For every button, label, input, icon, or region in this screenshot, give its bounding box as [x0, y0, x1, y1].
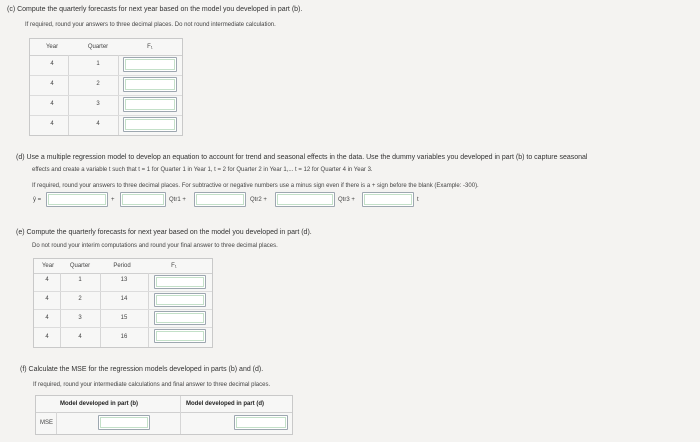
table-row-quarter: 2 — [96, 81, 100, 87]
table-row-quarter: 4 — [96, 121, 100, 127]
divider — [148, 273, 149, 347]
col-header-quarter: Quarter — [69, 263, 91, 269]
row-divider — [34, 309, 212, 310]
col-header-forecast: F₁ — [171, 263, 177, 269]
table-row-year: 4 — [45, 296, 49, 302]
t-coef-input[interactable] — [362, 192, 414, 207]
col-header-forecast: F₁ — [147, 44, 153, 50]
table-row-quarter: 3 — [96, 101, 100, 107]
col-header-year: Year — [41, 263, 55, 269]
part-c-table — [29, 38, 183, 136]
table-row-period: 15 — [120, 315, 128, 321]
forecast-input-q1[interactable] — [123, 57, 177, 72]
forecast-input-p13[interactable] — [154, 275, 206, 289]
table-row-year: 4 — [45, 277, 49, 283]
term-qtr3: Qtr3 + — [338, 197, 355, 203]
table-row-period: 16 — [120, 334, 128, 340]
row-divider — [34, 291, 212, 292]
part-e-title: (e) Compute the quarterly forecasts for next year based on the model you developed in part (d). — [16, 229, 312, 236]
row-divider — [34, 327, 212, 328]
forecast-input-p16[interactable] — [154, 329, 206, 343]
mse-input-model-b[interactable] — [98, 415, 150, 430]
part-c-instruction: If required, round your answers to three decimal places. Do not round intermediate calculation. — [25, 22, 276, 28]
qtr3-coef-input[interactable] — [275, 192, 335, 207]
part-c-title: (c) Compute the quarterly forecasts for next year based on the model you developed in part (b). — [7, 6, 303, 13]
part-d-line2: effects and create a variable t such that t = 1 for Quarter 1 in Year 1, t = 2 for Quarter 2 in Year 1,... t = 12 for Quarter 4 in Year 3. — [32, 167, 373, 173]
table-row-year: 4 — [50, 121, 54, 127]
row-divider — [30, 115, 182, 116]
table-row-quarter: 1 — [96, 61, 100, 67]
term-qtr2: Qtr2 + — [250, 197, 267, 203]
mse-input-model-d[interactable] — [234, 415, 288, 430]
term-qtr1: Qtr1 + — [169, 197, 186, 203]
table-row-period: 13 — [120, 277, 128, 283]
forecast-input-q3[interactable] — [123, 97, 177, 112]
table-row-period: 14 — [120, 296, 128, 302]
part-f-table — [35, 395, 293, 435]
forecast-input-q4[interactable] — [123, 117, 177, 132]
divider — [100, 273, 101, 347]
row-divider — [30, 75, 182, 76]
part-d-line1: (d) Use a multiple regression model to develop an equation to account for trend and seasonal effects in the data. Use the dummy variables you developed in part (b) to capture seasonal — [16, 154, 588, 161]
divider — [56, 412, 57, 434]
table-row-quarter: 4 — [78, 334, 82, 340]
part-f-title: (f) Calculate the MSE for the regression models developed in parts (b) and (d). — [20, 366, 264, 373]
col-header-model-d: Model developed in part (d) — [186, 401, 265, 407]
table-row-year: 4 — [50, 81, 54, 87]
qtr2-coef-input[interactable] — [194, 192, 246, 207]
col-header-year: Year — [45, 44, 59, 50]
forecast-input-p15[interactable] — [154, 311, 206, 325]
table-row-year: 4 — [45, 315, 49, 321]
table-row-year: 4 — [50, 61, 54, 67]
part-e-instruction: Do not round your interim computations and round your final answer to three decimal places. — [32, 243, 278, 249]
forecast-input-p14[interactable] — [154, 293, 206, 307]
part-e-table — [33, 258, 213, 348]
part-f-instruction: If required, round your intermediate calculations and final answer to three decimal places. — [33, 382, 271, 388]
table-row-year: 4 — [45, 334, 49, 340]
table-row-year: 4 — [50, 101, 54, 107]
term-plus: + — [111, 197, 115, 203]
table-row-quarter: 3 — [78, 315, 82, 321]
qtr1-coef-input[interactable] — [120, 192, 166, 207]
divider — [60, 273, 61, 347]
row-divider — [30, 95, 182, 96]
intercept-input[interactable] — [46, 192, 108, 207]
part-d-line3: If required, round your answers to three decimal places. For subtractive or negative numbers use a minus sign even if there is a + sign before the blank (Example: -300). — [32, 183, 479, 189]
forecast-input-q2[interactable] — [123, 77, 177, 92]
term-t: t — [417, 197, 419, 203]
divider — [180, 396, 181, 434]
col-header-period: Period — [113, 263, 131, 269]
yhat-label: ŷ = — [33, 197, 42, 203]
table-row-quarter: 1 — [78, 277, 82, 283]
col-header-model-b: Model developed in part (b) — [60, 401, 139, 407]
table-row-quarter: 2 — [78, 296, 82, 302]
row-label-mse: MSE — [40, 420, 54, 426]
col-header-quarter: Quarter — [87, 44, 109, 50]
